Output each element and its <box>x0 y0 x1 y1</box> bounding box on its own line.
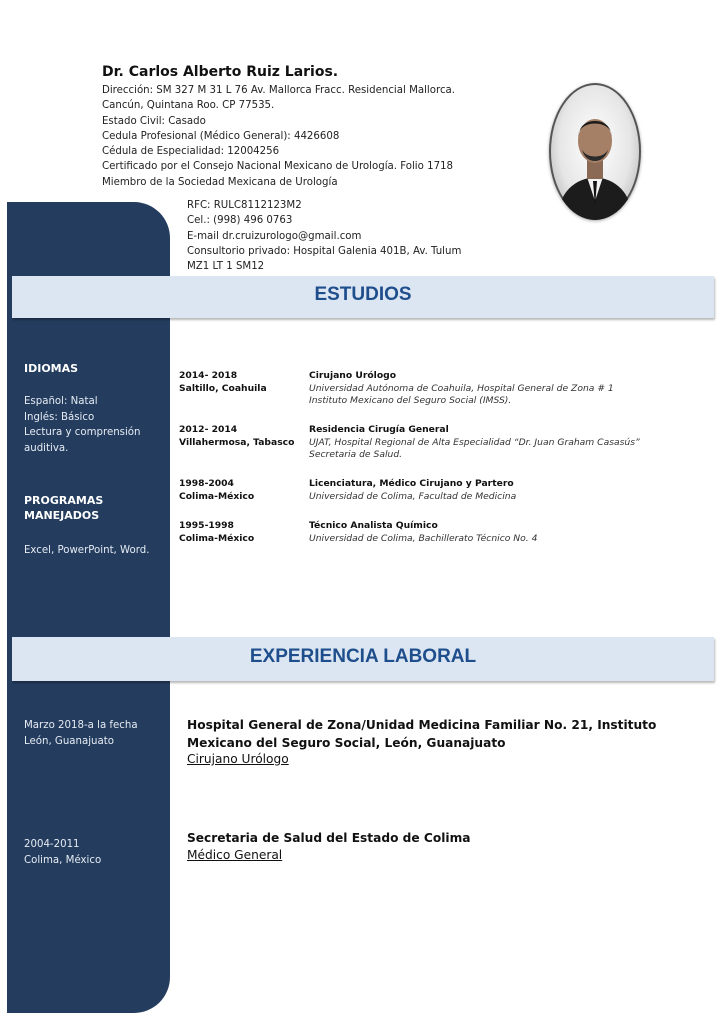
edu-date-2 <box>179 424 294 449</box>
edu-years: 2014- 2018 <box>179 370 238 381</box>
edu-institution: UJAT, Hospital Regional de Alta Especialidad “Dr. Juan Graham Casasús” <box>309 436 640 448</box>
edu-title: Técnico Analista Químico <box>309 520 438 531</box>
person-portrait-icon <box>549 83 641 220</box>
edu-title: Licenciatura, Médico Cirujano y Partero <box>309 478 514 489</box>
phone: Cel.: (998) 496 0763 <box>187 215 293 227</box>
rfc: RFC: RULC8112123M2 <box>187 200 302 211</box>
edu-body-3 <box>309 478 516 503</box>
edu-body-1 <box>309 370 614 408</box>
edu-date-1 <box>179 370 267 395</box>
edu-place: Villahermosa, Tabasco <box>179 436 295 448</box>
edu-years: 1995-1998 <box>179 520 234 531</box>
programas-list: Excel, PowerPoint, Word. <box>24 545 150 556</box>
exp1-location: León, Guanajuato <box>24 735 114 747</box>
programas-heading <box>24 493 103 523</box>
edu-institution: Universidad de Colima, Bachillerato Técnico No. 4 <box>309 532 538 544</box>
sidebar <box>7 202 170 1013</box>
estudios-banner: ESTUDIOS <box>12 276 714 318</box>
personal-info <box>102 83 455 190</box>
language-item: Inglés: Básico <box>24 411 95 423</box>
exp1-dates <box>24 718 138 749</box>
edu-date-3 <box>179 478 254 503</box>
professional-license: Cedula Profesional (Médico General): 4426608 <box>102 130 340 142</box>
idiomas-list <box>24 394 141 456</box>
programas-heading-line: MANEJADOS <box>24 509 100 522</box>
doctor-name: Dr. Carlos Alberto Ruiz Larios. <box>102 64 339 80</box>
exp2-location: Colima, México <box>24 854 102 866</box>
language-item: Español: Natal <box>24 396 98 407</box>
idiomas-heading: IDIOMAS <box>24 362 79 375</box>
edu-title: Residencia Cirugía General <box>309 424 449 435</box>
edu-years: 2012- 2014 <box>179 424 238 435</box>
email: E-mail dr.cruizurologo@gmail.com <box>187 230 362 242</box>
exp1-role: Cirujano Urólogo <box>187 752 289 766</box>
exp1-period: Marzo 2018-a la fecha <box>24 720 138 731</box>
exp2-employer <box>187 829 471 847</box>
edu-institution: Secretaria de Salud. <box>309 449 403 461</box>
edu-body-2 <box>309 424 640 462</box>
exp2-dates <box>24 837 101 868</box>
exp1-employer-line: Hospital General de Zona/Unidad Medicina Familiar No. 21, Instituto <box>187 718 657 732</box>
edu-institution: Universidad de Colima, Facultad de Medicina <box>309 490 517 502</box>
membership: Miembro de la Sociedad Mexicana de Urología <box>102 176 338 188</box>
edu-date-4 <box>179 520 254 545</box>
edu-place: Saltillo, Coahuila <box>179 382 267 394</box>
civil-status: Estado Civil: Casado <box>102 115 206 127</box>
exp2-period: 2004-2011 <box>24 839 80 850</box>
office-address: Consultorio privado: Hospital Galenia 401B, Av. Tulum <box>187 245 462 257</box>
programas-heading-line: PROGRAMAS <box>24 494 104 507</box>
exp1-employer <box>187 716 656 752</box>
office-address-2: MZ1 LT 1 SM12 <box>187 261 265 273</box>
language-item: Lectura y comprensión <box>24 427 141 438</box>
edu-years: 1998-2004 <box>179 478 234 489</box>
experiencia-banner: EXPERIENCIA LABORAL <box>12 637 714 681</box>
specialty-license: Cédula de Especialidad: 12004256 <box>102 146 280 158</box>
exp2-employer-line: Secretaria de Salud del Estado de Colima <box>187 831 471 845</box>
certification: Certificado por el Consejo Nacional Mexicano de Urología. Folio 1718 <box>102 161 454 173</box>
edu-place: Colima-México <box>179 490 255 502</box>
edu-place: Colima-México <box>179 532 255 544</box>
edu-title: Cirujano Urólogo <box>309 370 397 381</box>
exp2-role: Médico General <box>187 848 283 862</box>
exp1-employer-line: Mexicano del Seguro Social, León, Guanajuato <box>187 736 506 750</box>
edu-institution: Universidad Autónoma de Coahuila, Hospital General de Zona # 1 <box>309 382 614 394</box>
city-line: Cancún, Quintana Roo. CP 77535. <box>102 100 275 112</box>
profile-photo <box>549 83 641 220</box>
contact-info <box>187 198 461 274</box>
edu-institution: Instituto Mexicano del Seguro Social (IMSS). <box>309 395 512 407</box>
address-line: Dirección: SM 327 M 31 L 76 Av. Mallorca Fracc. Residencial Mallorca. <box>102 85 456 96</box>
language-item: auditiva. <box>24 442 69 454</box>
edu-body-4 <box>309 520 537 545</box>
